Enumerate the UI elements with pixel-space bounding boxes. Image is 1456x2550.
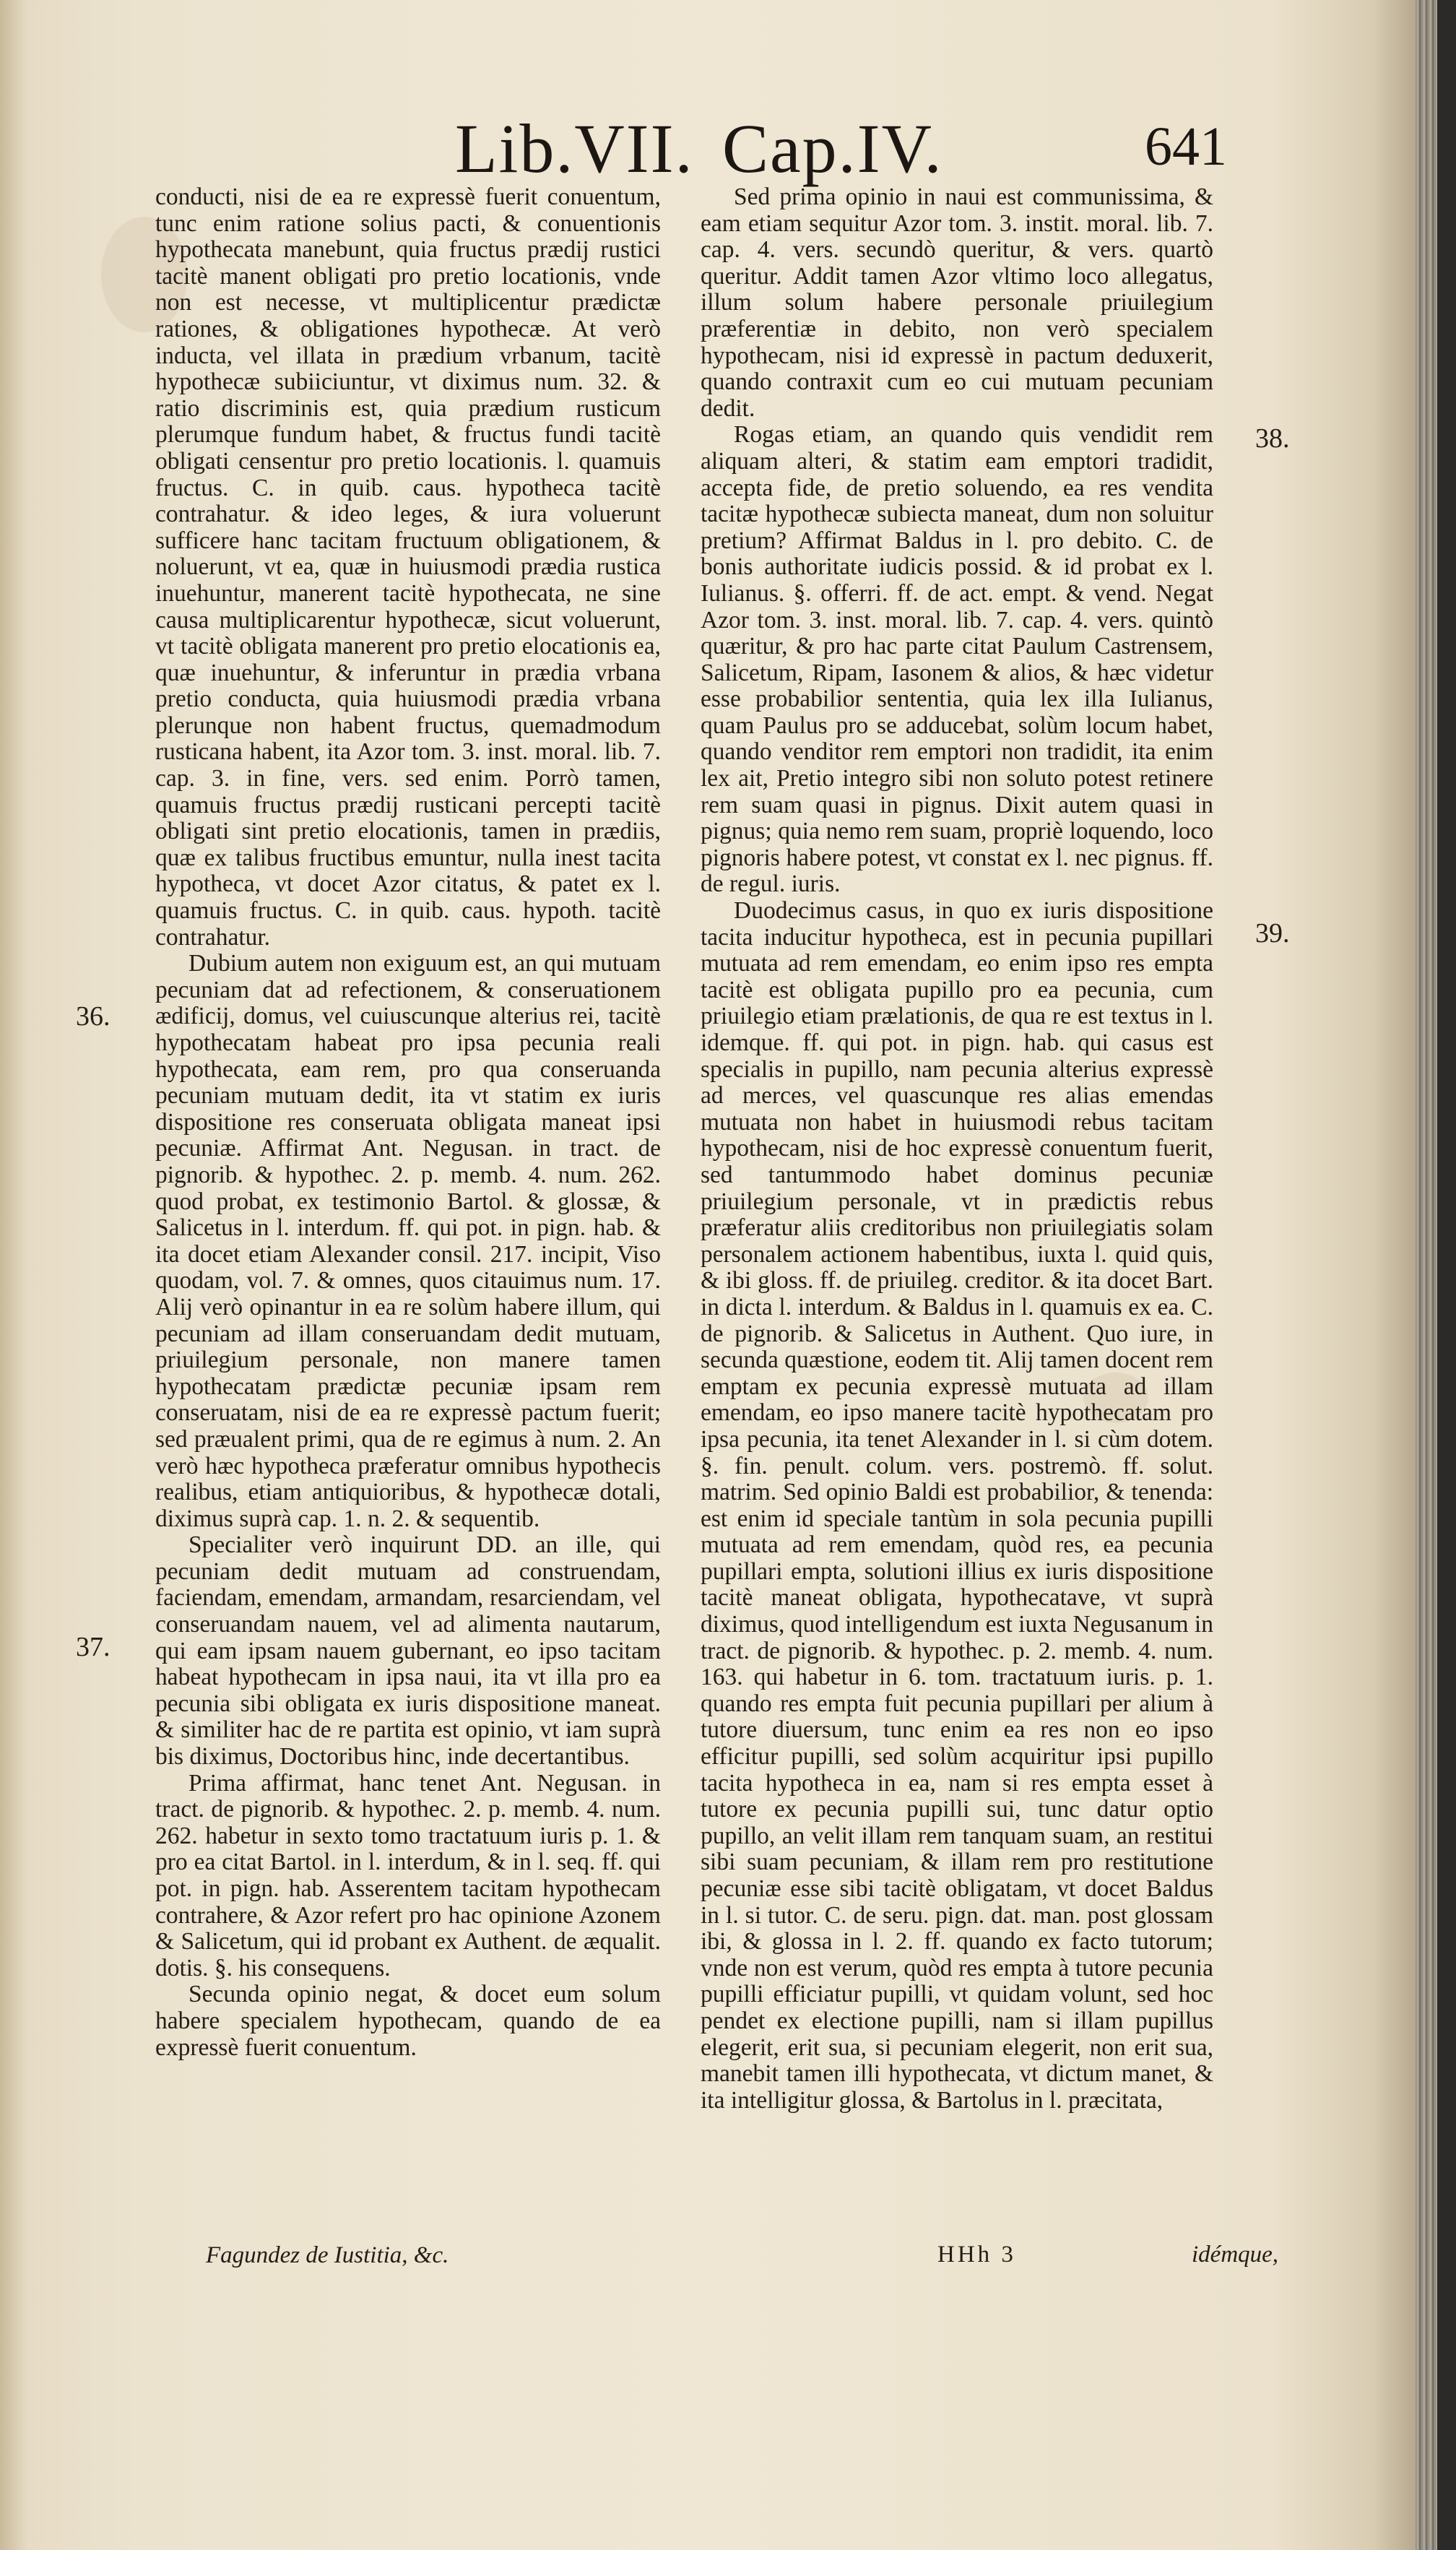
left-column [155,184,661,2061]
margin-number-39: 39. [1255,918,1290,948]
right-column [701,184,1213,2114]
paragraph: Prima affirmat, hanc tenet Ant. Negusan. in tract. de pignorib. & hypothec. 2. p. memb. 4. num. 262. habetur in sexto tomo tractatuum iuris p. 1. & pro ea citat Bartol. in l. interdum, & in l. seq. ff. qui pot. in pign. hab. Asserentem tacitam hypothecam contrahere, & Azor refert pro hac opinione Azonem & Salicetum, qui id probant ex Authent. de æqualit. dotis. §. his consequens. [155,1769,661,1981]
book-number: Lib.VII. [455,110,694,187]
paragraph: Dubium autem non exiguum est, an qui mutuam pecuniam dat ad refectionem, & conseruationem ædificij, domus, vel cuiuscunque alterius rei, tacitè hypothecatam habeat pro ipsa pecunia reali hypothecata, eam rem, pro qua conseruanda pecuniam mutuam dedit, ita vt statim ex iuris dispositione res conseruata obligata maneat ipsi pecuniæ. Affirmat Ant. Negusan. in tract. de pignorib. & hypothec. 2. p. memb. 4. num. 262. quod probat, ex testimonio Bartol. & glossæ, & Salicetus in l. interdum. ff. qui pot. in pign. hab. & ita docet etiam Alexander consil. 217. incipit, Viso quodam, vol. 7. & omnes, quos citauimus num. 17. Alij verò opinantur in ea re solùm habere illum, qui pecuniam ad illam conseruandam dedit mutuam, priuilegium personale, non manere tamen hypothecatam prædictæ pecuniæ ipsam rem conseruatam, nisi de ea re expressè pactum fuerit; sed præualent primi, qua de re egimus à num. 2. An verò hæc hypotheca præferatur omnibus hypothecis realibus, etiam antiquioribus, & hypothecæ dotali, diximus suprà cap. 1. n. 2. & sequentib. [155,950,661,1532]
catchword: idémque, [1192,2242,1279,2268]
paragraph: Sed prima opinio in naui est communissima, & eam etiam sequitur Azor tom. 3. instit. moral. lib. 7. cap. 4. vers. secundò queritur, & vers. quartò queritur. Addit tamen Azor vltimo loco allegatus, illum solum habere personale priuilegium præferentiæ in debito, non verò specialem hypothecam, nisi id expressè in pactum deduxerit, quando contraxit cum eo cui mutuam pecuniam dedit. [701,183,1213,422]
footer-author: Fagundez de Iustitia, &c. [206,2242,449,2268]
scan-border [1437,0,1456,2550]
paragraph: Specialiter verò inquirunt DD. an ille, qui pecuniam dedit mutuam ad construendam, faciendam, emendam, armandam, resarciendam, vel conseruandam nauem, vel ad alimenta nautarum, qui eam ipsam nauem gubernant, eo ipso tacitam habeat hypothecam in ipsa naui, ita vt illa pro ea pecunia sibi obligata ex iuris dispositione maneat. & similiter hac de re partita est opinio, vt iam suprà bis diximus, Doctoribus hinc, inde decertantibus. [155,1531,661,1771]
paragraph: conducti, nisi de ea re expressè fuerit conuentum, tunc enim ratione solius pacti, & conuentionis hypothecata manebunt, quia fructus prædij rustici tacitè manent obligati pro pretio locationis, vnde non est necesse, vt multiplicentur prædictæ rationes, & obligationes hypothecæ. At verò inducta, vel illata in prædium vrbanum, tacitè hypothecæ subiiciuntur, vt diximus num. 32. & ratio discriminis est, quia prædium rusticum plerumque fundum habet, & fructus fundi tacitè obligati censentur pro pretio locationis. l. quamuis fructus. C. in quib. caus. hypotheca tacitè contrahatur. & ideo leges, & iura voluerunt sufficere hanc tacitam fructuum obligationem, & noluerunt, vt ea, quæ in huiusmodi prædia rustica inuehuntur, manerent tacitè hypothecata, ne sine causa multiplicarentur hypothecæ, sicut voluerunt, vt tacitè obligata manerent pro pretio elocationis ea, quæ inuehuntur, & inferuntur in prædia vrbana pretio conducta, quia huiusmodi prædia vrbana plerunque non habent fructus, quemadmodum rusticana habent, ita Azor tom. 3. inst. moral. lib. 7. cap. 3. in fine, vers. sed enim. Porrò tamen, quamuis fructus prædij rusticani percepti tacitè obligati sint pretio elocationis, tamen in prædiis, quæ ex talibus fructibus emuntur, nulla inest tacita hypotheca, vt docet Azor citatus, & patet ex l. quamuis fructus. C. in quib. caus. hypoth. tacitè contrahatur. [155,183,661,951]
paragraph: Secunda opinio negat, & docet eum solum habere specialem hypothecam, quando de ea expressè fuerit conuentum. [155,1981,661,2061]
page-number: 641 [1145,116,1227,177]
paragraph: Rogas etiam, an quando quis vendidit rem aliquam alteri, & statim eam emptori tradidit, accepta fide, de pretio soluendo, ea res vendita tacitæ hypothecæ subiecta maneat, dum non soluitur pretium? Affirmat Baldus in l. pro debito. C. de bonis authoritate iudicis possid. & id probat ex l. Iulianus. §. offerri. ff. de act. empt. & vend. Negat Azor tom. 3. inst. moral. lib. 7. cap. 4. vers. quintò quæritur, & pro hac parte citat Paulum Castrensem, Salicetum, Ripam, Iasonem & alios, & hæc videtur esse probabilior sententia, quia lex illa Iulianus, quam Paulus pro se adducebat, solùm locum habet, quando venditor rem emptori non tradidit, ita enim lex ait, Pretio integro sibi non soluto potest retinere rem suam quasi in pignus. Dixit autem quasi in pignus; quia nemo rem suam, propriè loquendo, loco pignoris habere potest, vt constat ex l. nec pignus. ff. de regul. iuris. [701,421,1213,898]
signature-mark: HHh 3 [937,2242,1016,2268]
margin-number-36: 36. [76,1001,110,1032]
paragraph: Duodecimus casus, in quo ex iuris dispositione tacita inducitur hypotheca, est in pecunia pupillari mutuata ad rem emendam, eo enim ipso res empta tacitè est obligata pupillo pro ea pecunia, cum priuilegio etiam prælationis, de qua re est textus in l. idemque. ff. qui pot. in pign. hab. qui casus est specialis in pupillo, nam pecunia alterius expressè ad merces, vel quascunque res alias emendas mutuata non habet in huiusmodi rebus tacitam hypothecam, nisi de hoc expressè conuentum fuerit, sed tantummodo habet dominus pecuniæ priuilegium personale, vt in prædictis rebus præferatur aliis creditoribus non priuilegiatis solam personalem actionem habentibus, iuxta l. quid quis, & ibi gloss. ff. de priuileg. creditor. & ita docet Bart. in dicta l. interdum. & Baldus in l. quamuis ex ea. C. de pignorib. & Salicetus in Authent. Quo iure, in secunda quæstione, eodem tit. Alij tamen docent rem emptam ex pecunia expressè mutuata ad illam emendam, eo ipso manere tacitè hypothecatam pro ipsa pecunia, ita tenet Alexander in l. si cùm dotem. §. fin. penult. colum. vers. postremò. ff. solut. matrim. Sed opinio Baldi est probabilior, & tenenda: est enim id speciale tantùm in sola pecunia pupilli mutuata ad rem emendam, quòd res, ea pecunia pupillari empta, solutioni illius ex iuris dispositione tacitè maneat obligata, hypothecatave, vt suprà diximus, quod intelligendum est iuxta Negusanum in tract. de pignorib. & hypothec. p. 2. memb. 4. num. 163. qui habetur in 6. tom. tractatuum iuris. p. 1. quando res empta fuit pecunia pupillari per alium à tutore diuersum, tunc enim ea res non eo ipso efficitur pupilli, sed solùm acquiritur ipsi pupillo tacita hypotheca in ea, nam si res empta esset à tutore ex pecunia pupilli sui, tunc datur optio pupillo, an velit illam rem tanquam suam, an restitui sibi suam pecuniam, & illam rem pro restitutione pecuniæ esse sibi tacitè obligatam, vt docet Baldus in l. si tutor. C. de seru. pign. dat. man. post glossam ibi, & glossa in l. 2. ff. quando ex facto tutorum; vnde non est verum, quòd res empta à tutore pecunia pupilli efficiatur pupilli, vt quidam volunt, sed hoc pendet ex electione pupilli, nam si illam pupillus elegerit, erit sua, si pecuniam elegerit, non erit sua, manebit tamen illi hypothecata, vt dictum manet, & ita intelligitur glossa, & Bartolus in l. præcitata, [701,897,1213,2114]
margin-number-37: 37. [76,1632,110,1662]
chapter-number: Cap.IV. [722,110,943,187]
page-header [0,108,1416,188]
margin-number-38: 38. [1255,423,1290,454]
